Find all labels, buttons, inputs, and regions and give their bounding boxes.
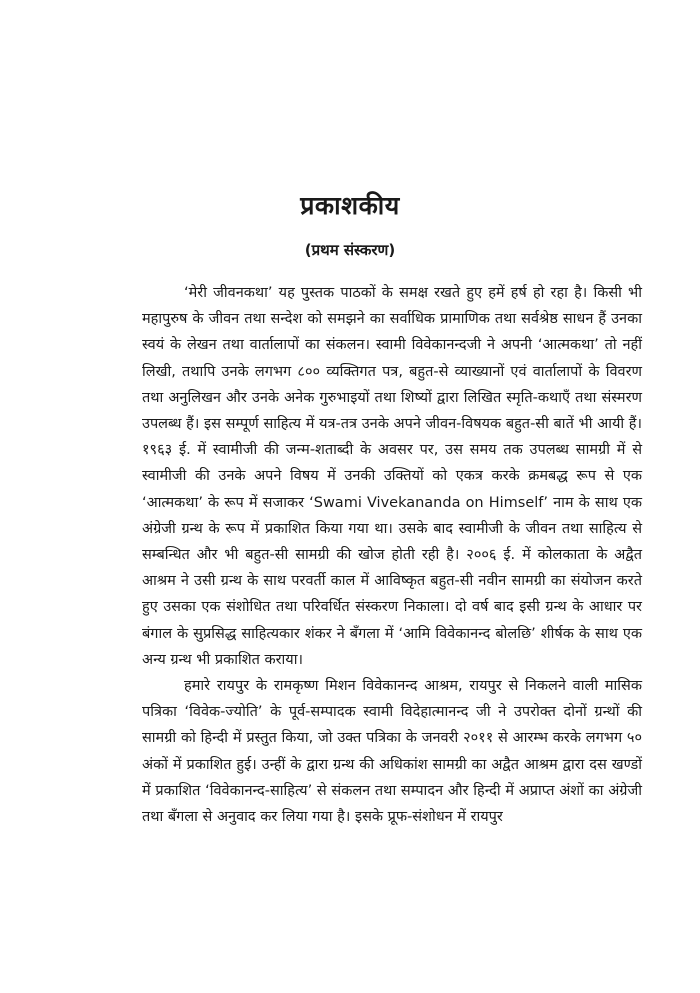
page-title: प्रकाशकीय	[300, 191, 400, 220]
paragraph-2: हमारे रायपुर के रामकृष्ण मिशन विवेकानन्द आश्रम, रायपुर से निकलने वाली मासिक पत्रिका ‘विवेक-ज्योति’ के पूर्व-सम्पादक स्वामी विदेहात्मानन्द जी ने उपरोक्त दोनों ग्रन्थों की सामग्री को हिन्दी में प्रस्तुत किया, जो उक्त पत्रिका के जनवरी २०११ से आरम्भ करके लगभग ५० अंकों में प्रकाशित हुई। उन्हीं के द्वारा ग्रन्थ की अधिकांश सामग्री का अद्वैत आश्रम द्वारा दस खण्डों में प्रकाशित ‘विवेकानन्द-साहित्य’ से संकलन तथा सम्पादन और हिन्दी में अप्राप्त अंशों का अंग्रेजी तथा बँगला से अनुवाद कर लिया गया है। इसके प्रूफ-संशोधन में रायपुर	[142, 678, 642, 826]
edition-subtitle: (प्रथम संस्करण)	[304, 241, 396, 259]
body-text	[142, 280, 642, 830]
paragraph-1: ‘मेरी जीवनकथा’ यह पुस्तक पाठकों के समक्ष रखते हुए हमें हर्ष हो रहा है। किसी भी महापुरुष के जीवन तथा सन्देश को समझने का सर्वाधिक प्रामाणिक तथा सर्वश्रेष्ठ साधन हैं उनका स्वयं के लेखन तथा वार्तालापों का संकलन। स्वामी विवेकानन्दजी ने अपनी ‘आत्मकथा’ तो नहीं लिखी, तथापि उनके लगभग ८०० व्यक्तिगत पत्र, बहुत-से व्याख्यानों एवं वार्तालापों के विवरण तथा अनुलिखन और उनके अनेक गुरुभाइयों तथा शिष्यों द्वारा लिखित स्मृति-कथाएँ तथा संस्मरण उपलब्ध हैं। इस सम्पूर्ण साहित्य में यत्र-तत्र उनके अपने जीवन-विषयक बहुत-सी बातें भी आयी हैं। १९६३ ई. में स्वामीजी की जन्म-शताब्दी के अवसर पर, उस समय तक उपलब्ध सामग्री में से स्वामीजी की उनके अपने विषय में उनकी उक्तियों को एकत्र करके क्रमबद्ध रूप से एक ‘आत्मकथा’ के रूप में सजाकर ‘Swami Vivekananda on Himself’ नाम के साथ एक अंग्रेजी ग्रन्थ के रूप में प्रकाशित किया गया था। उसके बाद स्वामीजी के जीवन तथा साहित्य से सम्बन्धित और भी बहुत-सी सामग्री की खोज होती रही है। २००६ ई. में कोलकाता के अद्वैत आश्रम ने उसी ग्रन्थ के साथ परवर्ती काल में आविष्कृत बहुत-सी नवीन सामग्री का संयोजन करते हुए उसका एक संशोधित तथा परिवर्धित संस्करण निकाला। दो वर्ष बाद इसी ग्रन्थ के आधार पर बंगाल के सुप्रसिद्ध साहित्यकार शंकर ने बँगला में ‘आमि विवेकानन्द बोलछि’ शीर्षक के साथ एक अन्य ग्रन्थ भी प्रकाशित कराया।	[142, 285, 642, 668]
